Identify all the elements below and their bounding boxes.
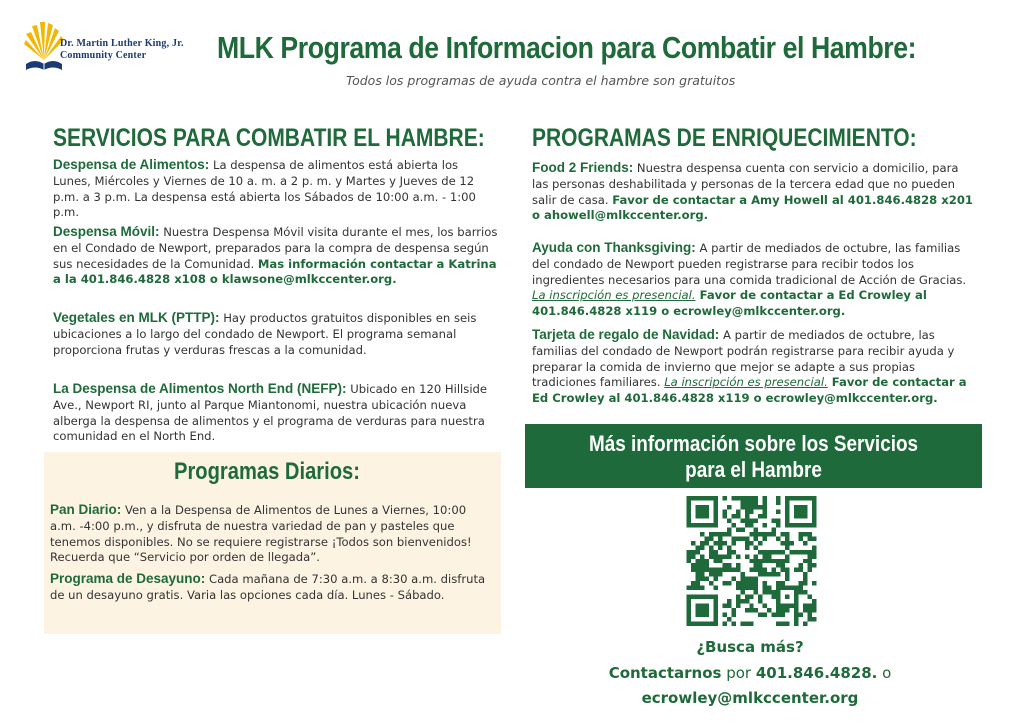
service-item-vegetables <box>53 310 498 358</box>
contact-line <box>560 664 940 682</box>
item-label: Ayuda con Thanksgiving: <box>532 240 696 255</box>
item-text: Nuestra Despensa Móvil visita durante el mes, los barrios en el Condado de Newport, preparados para la compra de despensa según sus necesidades de la Comunidad. <box>53 225 498 271</box>
item-text: Ubicado en 120 Hillside Ave., Newport RI, junto al Parque Miantonomi, nuestra ubicación nueva alberga la despensa de alimentos y el programa de verduras para nuestra comunidad en el North End. <box>53 382 488 444</box>
contact-question <box>560 638 940 656</box>
page-subtitle: Todos los programas de ayuda contra el hambre son gratuitos <box>346 73 736 88</box>
item-text: Cada mañana de 7:30 a.m. a 8:30 a.m. disfruta de un desayuno gratis. Varia las opciones cada día. Lunes - Sábado. <box>50 572 486 602</box>
banner-line2: para el Hambre <box>685 457 822 482</box>
enrichment-item-christmas <box>532 327 977 407</box>
daily-item-bread <box>50 502 490 566</box>
hunger-services-heading: SERVICIOS PARA COMBATIR EL HAMBRE: <box>53 124 485 152</box>
item-label: Vegetales en MLK (PTTP): <box>53 310 220 325</box>
item-text: A partir de mediados de octubre, las familias del condado de Newport pueden registrarse para recibir todos los ingredientes necesarios para una comida tradicional de Acción de Gracias. <box>532 241 967 287</box>
contact-question-text: ¿Busca más? <box>696 638 804 656</box>
item-text: Ven a la Despensa de Alimentos de Lunes a Viernes, 10:00 a.m. -4:00 p.m., y disfruta de nuestra variedad de pan y pasteles que tenemos disponibles. No se requiere registrarse ¡Todos son bienvenidos! Recuerda que “Servicio por orden de llegada”. <box>50 503 472 565</box>
logo-line2: Community Center <box>60 50 147 61</box>
contact-phone[interactable]: 401.846.4828. <box>755 664 878 682</box>
contact-or: o <box>877 664 892 682</box>
item-label: Food 2 Friends: <box>532 160 634 175</box>
item-label: Tarjeta de regalo de Navidad: <box>532 327 720 342</box>
service-item-pantry <box>53 157 498 221</box>
item-note: La inscripción es presencial. <box>664 375 828 390</box>
logo-text <box>60 38 184 62</box>
item-text: Hay productos gratuitos disponibles en seis ubicaciones a lo largo del condado de Newport. El programa semanal proporciona frutas y verduras frescas a la comunidad. <box>53 311 477 357</box>
item-contact: Favor de contactar a Ed Crowley al 401.846.4828 x119 o ecrowley@mlkccenter.org. <box>532 375 967 406</box>
item-contact: Favor de contactar a Amy Howell al 401.846.4828 x201 o ahowell@mlkccenter.org. <box>532 192 973 223</box>
item-label: Programa de Desayuno: <box>50 571 206 586</box>
contact-email-line <box>560 689 940 707</box>
banner-line1: Más información sobre los Servicios <box>588 431 919 456</box>
contact-label: Contactarnos <box>608 664 722 682</box>
enrichment-item-food2friends <box>532 160 977 224</box>
item-label: Despensa Móvil: <box>53 224 160 239</box>
item-contact: Mas información contactar a Katrina a la 401.846.4828 x108 o klawsone@mlkccenter.org. <box>53 256 497 287</box>
daily-programs-heading: Programas Diarios: <box>174 458 360 485</box>
logo <box>22 20 197 80</box>
item-label: La Despensa de Alimentos North End (NEFP): <box>53 381 347 396</box>
contact-por: por <box>721 664 756 682</box>
item-contact: Favor de contactar a Ed Crowley al 401.846.4828 x119 o ecrowley@mlkccenter.org. <box>532 288 927 319</box>
page-title: MLK Programa de Informacion para Combatir el Hambre: <box>217 30 917 65</box>
item-note: La inscripción es presencial. <box>532 288 696 303</box>
item-label: Despensa de Alimentos: <box>53 157 210 172</box>
service-item-mobile <box>53 224 503 288</box>
daily-item-breakfast <box>50 571 490 604</box>
enrichment-item-thanksgiving <box>532 240 977 320</box>
enrichment-heading: PROGRAMAS DE ENRIQUECIMIENTO: <box>532 124 917 152</box>
item-label: Pan Diario: <box>50 502 122 517</box>
service-item-north-end <box>53 381 498 445</box>
more-info-banner <box>525 424 982 488</box>
item-text: La despensa de alimentos está abierta los Lunes, Miércoles y Viernes de 10 a. m. a 2 p. m. y Martes y Jueves de 12 p.m. a 3 p.m. La despensa está abierta los Sábados de 10:00 a.m. - 1:00 p.m. <box>53 158 476 220</box>
logo-line1: Dr. Martin Luther King, Jr. <box>60 38 184 49</box>
item-text: Nuestra despensa cuenta con servicio a domicilio, para las personas deshabilitada y personas de la tercera edad que no pueden salir de casa. <box>532 161 959 207</box>
qr-code-icon[interactable] <box>680 496 823 626</box>
item-text: A partir de mediados de octubre, las familias del condado de Newport podrán registrarse para recibir ayuda y preparar la comida de invierno que mejor se adapte a sus propias tradiciones familiares. <box>532 328 955 390</box>
contact-email[interactable]: ecrowley@mlkccenter.org <box>641 689 859 707</box>
